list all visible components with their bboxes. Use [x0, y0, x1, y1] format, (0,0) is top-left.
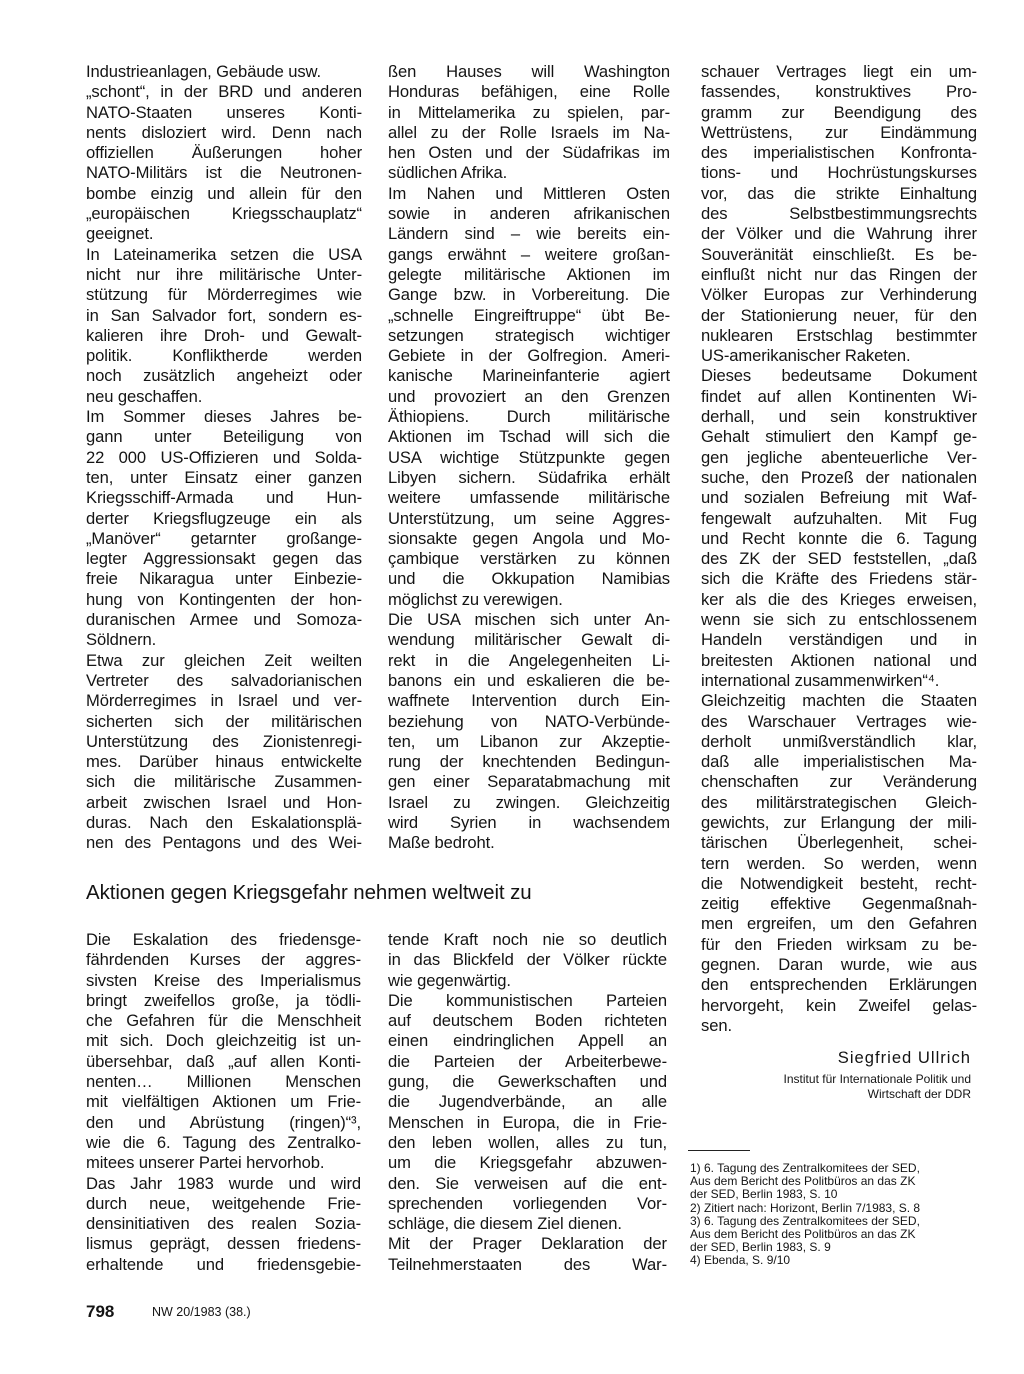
text-line: die Notwendigkeit besteht, recht- [701, 873, 977, 893]
text-line: gelegte militärische Aktionen im [388, 264, 670, 284]
text-line: des imperialistischen Konfronta- [701, 143, 977, 163]
issue-reference: NW 20/1983 (38.) [152, 1305, 251, 1319]
text-line: erhaltende und friedensgebie- [86, 1254, 361, 1274]
text-line: Unterstützung, um seine Aggres- [388, 508, 670, 528]
text-line: tern werden. So werden, wenn [701, 853, 977, 873]
text-line: sicherten sich der militärischen [86, 711, 362, 731]
text-column-3 [701, 62, 977, 1036]
text-line: mit vielfältigen Aktionen um Frie- [86, 1092, 361, 1112]
text-line: des Warschauer Vertrages wie- [701, 711, 977, 731]
author-affiliation [701, 1072, 971, 1102]
text-line: bringt zweifellos große, ja tödli- [86, 990, 361, 1010]
text-line: Kriegsschiff-Armada und Hun- [86, 488, 362, 508]
text-line: in Mittelamerika zu spielen, par- [388, 102, 670, 122]
text-line: der Stationierung neuer, für den [701, 305, 977, 325]
text-line: fengewalt aufzuhalten. Mit Fug [701, 508, 977, 528]
text-line: des ZK der SED feststellen, „daß [701, 549, 977, 569]
text-line: hen Osten und der Südafrikas im [388, 143, 670, 163]
text-line: rung der knechtenden Bedingun- [388, 752, 670, 772]
text-line: che Gefahren für die Menschheit [86, 1011, 361, 1031]
text-line: zeitig effektive Gegenmaßnah- [701, 894, 977, 914]
text-line: nicht nur ihre militärische Unter- [86, 264, 362, 284]
text-line: durch neue, weitgehende Frie- [86, 1193, 361, 1213]
text-line: Israel zu zwingen. Gleichzeitig [388, 792, 670, 812]
text-line: Gleichzeitig machten die Staaten [701, 691, 977, 711]
text-line: Souveränität einschließt. Es be- [701, 244, 977, 264]
text-line: legter Aggressionsakt gegen das [86, 549, 362, 569]
text-line: Teilnehmerstaaten des War- [388, 1254, 667, 1274]
text-line: in das Blickfeld der Völker rückte [388, 950, 667, 970]
text-column-4 [86, 930, 361, 1275]
text-line: findet auf allen Kontinenten Wi- [701, 386, 977, 406]
footnote-divider [688, 1150, 750, 1151]
text-line: international zusammenwirken“⁴. [701, 670, 940, 690]
footnote-line: der SED, Berlin 1983, S. 10 [690, 1187, 838, 1202]
text-line: In Lateinamerika setzen die USA [86, 244, 362, 264]
text-line: des Selbstbestimmungsrechts [701, 204, 977, 224]
text-line: politik. Konfliktherde werden [86, 346, 362, 366]
text-line: auf deutschem Boden richteten [388, 1011, 667, 1031]
text-line: einflußt nicht nur das Ringen der [701, 264, 977, 284]
text-line: Im Nahen und Mittleren Osten [388, 183, 670, 203]
text-line: Handeln verständigen und in [701, 630, 977, 650]
text-line: Gehalt stimuliert den Kampf ge- [701, 427, 977, 447]
text-column-5 [388, 930, 667, 1275]
text-line: wenn sie sich zu entschlossenem [701, 610, 977, 630]
text-line: in San Salvador fort, sondern es- [86, 305, 362, 325]
text-line: Im Sommer dieses Jahres be- [86, 407, 362, 427]
text-line: kalieren ihre Droh- und Gewalt- [86, 325, 362, 345]
text-line: hung von Kontingenten der hon- [86, 589, 362, 609]
text-line: derhall, und sein konstruktiver [701, 407, 977, 427]
text-line: wie die 6. Tagung des Zentralko- [86, 1132, 361, 1152]
text-line: freie Nikaragua unter Einbezie- [86, 569, 362, 589]
text-line: übersehbar, daß „auf allen Konti- [86, 1051, 361, 1071]
footnote-line: 4) Ebenda, S. 9/10 [690, 1253, 791, 1268]
affiliation-line: Institut für Internationale Politik und [783, 1072, 971, 1086]
text-line: geeignet. [86, 224, 154, 244]
author-name: Siegfried Ullrich [837, 1048, 971, 1067]
text-line: schauer Vertrages liegt ein um- [701, 62, 977, 81]
text-line: wendung militärischer Gewalt di- [388, 630, 670, 650]
text-line: gangs erwähnt – weitere großan- [388, 244, 670, 264]
text-line: Etwa zur gleichen Zeit weilten [86, 650, 362, 670]
text-line: Maße bedroht. [388, 833, 495, 853]
text-line: USA wichtige Stützpunkte gegen [388, 447, 670, 467]
text-line: waffnete Intervention durch Ein- [388, 691, 670, 711]
text-line: stützung für Mörderregimes wie [86, 285, 362, 305]
text-line: men ergreifen, um den Gefahren [701, 914, 977, 934]
text-line: den und Abrüstung (ringen)“³, [86, 1112, 361, 1132]
text-line: vor, das die strikte Einhaltung [701, 183, 977, 203]
text-line: derter Kriegsflugzeuge ein als [86, 508, 362, 528]
text-line: Die kommunistischen Parteien [388, 990, 667, 1010]
text-line: beziehung von NATO-Verbünde- [388, 711, 670, 731]
text-line: bombe einzig und allein für den [86, 183, 362, 203]
text-line: nen des Pentagons und des Wei- [86, 833, 362, 853]
text-line: lismus geprägt, dessen friedens- [86, 1234, 361, 1254]
text-line: Das Jahr 1983 wurde und wird [86, 1173, 361, 1193]
text-line: rekt in die Angelegenheiten Li- [388, 650, 670, 670]
text-line: ten, unter Einsatz einer ganzen [86, 467, 362, 487]
text-line: möglichst zu verewigen. [388, 589, 563, 609]
text-line: sich die militärische Zusammen- [86, 772, 362, 792]
text-line: hervorgeht, kein Zweifel gelas- [701, 995, 977, 1015]
text-line: Ländern sind – wie bereits ein- [388, 224, 670, 244]
footnote-line: 1) 6. Tagung des Zentralkomitees der SED, [690, 1161, 920, 1175]
text-line: chenschaften zur Veränderung [701, 772, 977, 792]
footnote-line: Aus dem Bericht des Politbüros an das ZK [690, 1227, 916, 1242]
text-line: densinitiativen des realen Sozia- [86, 1214, 361, 1234]
text-line: duras. Nach den Eskalationsplä- [86, 812, 362, 832]
section-heading: Aktionen gegen Kriegsgefahr nehmen weltweit zu [86, 881, 532, 904]
text-line: Honduras befähigen, eine Rolle [388, 82, 670, 102]
text-line: sprechenden vorliegenden Vor- [388, 1193, 667, 1213]
text-line: einen eindringlichen Appell an [388, 1031, 667, 1051]
text-line: für den Frieden wirksam zu be- [701, 934, 977, 954]
text-line: ßen Hauses will Washington [388, 62, 670, 81]
footnotes [690, 1162, 980, 1268]
text-line: Völker Europas zur Verhinderung [701, 285, 977, 305]
text-line: den leben wollen, alles zu tun, [388, 1132, 667, 1152]
text-line: ten, um Libanon zur Akzeptie- [388, 731, 670, 751]
text-line: mitees unserer Partei hervorhob. [86, 1153, 325, 1173]
text-line: der Völker und die Wahrung ihrer [701, 224, 977, 244]
text-line: setzungen strategisch wichtiger [388, 325, 670, 345]
text-line: ker als die des Krieges erweisen, [701, 589, 977, 609]
text-line: südlichen Afrika. [388, 163, 508, 183]
text-line: nenten… Millionen Menschen [86, 1072, 361, 1092]
text-line: tärischen Überlegenheit, schei- [701, 833, 977, 853]
text-line: tions- und Hochrüstungskurses [701, 163, 977, 183]
text-line: Vertreter des salvadorianischen [86, 670, 362, 690]
text-line: und die Okkupation Namibias [388, 569, 670, 589]
text-line: sich die Kräfte des Friedens stär- [701, 569, 977, 589]
text-line: Wettrüstens, zur Eindämmung [701, 122, 977, 142]
text-column-1 [86, 62, 362, 854]
text-line: und provoziert an den Grenzen [388, 386, 670, 406]
text-line: die Jugendverbände, an alle [388, 1092, 667, 1112]
text-line: „europäischen Kriegsschauplatz“ [86, 204, 362, 224]
text-line: arbeit zwischen Israel und Hon- [86, 792, 362, 812]
text-line: Mit der Prager Deklaration der [388, 1234, 667, 1254]
text-line: daß alle imperialistischen Ma- [701, 752, 977, 772]
text-line: Aktionen im Tschad will sich die [388, 427, 670, 447]
text-line: sen. [701, 1015, 732, 1035]
text-line: schläge, die diesem Ziel dienen. [388, 1214, 622, 1234]
text-line: Unterstützung des Zionistenregi- [86, 731, 362, 751]
text-line: fassendes, konstruktives Pro- [701, 82, 977, 102]
text-line: sowie in anderen afrikanischen [388, 204, 670, 224]
text-line: Gange bzw. in Vorbereitung. Die [388, 285, 670, 305]
text-line: 22 000 US-Offizieren und Solda- [86, 447, 362, 467]
text-line: kanische Marineinfanterie agiert [388, 366, 670, 386]
text-line: des militärstrategischen Gleich- [701, 792, 977, 812]
text-line: Menschen in Europa, die in Frie- [388, 1112, 667, 1132]
text-line: wird Syrien in wachsendem [388, 812, 670, 832]
text-line: NATO-Militärs ist die Neutronen- [86, 163, 362, 183]
text-line: Industrieanlagen, Gebäude usw. [86, 62, 322, 81]
text-line: çambique verstärken zu können [388, 549, 670, 569]
text-line: banons ein und eskalieren die be- [388, 670, 670, 690]
affiliation-line: Wirtschaft der DDR [867, 1087, 971, 1101]
footnote-line: 2) Zitiert nach: Horizont, Berlin 7/1983, S. 8 [690, 1200, 921, 1215]
text-line: „Manöver“ getarnter großange- [86, 528, 362, 548]
text-line: sivsten Kreise des Imperialismus [86, 970, 361, 990]
text-line: um die Kriegsgefahr abzuwen- [388, 1153, 667, 1173]
text-line: gung, die Gewerkschaften und [388, 1072, 667, 1092]
text-line: mes. Darüber hinaus entwickelte [86, 752, 362, 772]
text-line: weitere umfassende militärische [388, 488, 670, 508]
text-line: sionsakte gegen Angola und Mo- [388, 528, 670, 548]
text-line: nents disloziert wird. Denn nach [86, 122, 362, 142]
text-line: gen jegliche abenteuerliche Ver- [701, 447, 977, 467]
text-line: tende Kraft noch nie so deutlich [388, 930, 667, 949]
text-line: noch zusätzlich angeheizt oder [86, 366, 362, 386]
text-line: neu geschaffen. [86, 386, 203, 406]
text-line: Dieses bedeutsame Dokument [701, 366, 977, 386]
text-line: allel zu der Rolle Israels im Na- [388, 122, 670, 142]
text-line: Gebiete in der Golfregion. Ameri- [388, 346, 670, 366]
footnote-line: 3) 6. Tagung des Zentralkomitees der SED, [690, 1213, 920, 1228]
text-column-2 [388, 62, 670, 854]
text-line: gramm zur Beendigung des [701, 102, 977, 122]
text-line: die Parteien der Arbeiterbewe- [388, 1051, 667, 1071]
text-line: derholt unmißverständlich klar, [701, 731, 977, 751]
text-line: Mörderregimes in Israel und ver- [86, 691, 362, 711]
text-line: „schont“, in der BRD und anderen [86, 82, 362, 102]
text-line: NATO-Staaten unseres Konti- [86, 102, 362, 122]
text-line: fährdenden Kurses der aggres- [86, 950, 361, 970]
text-line: gewichts, zur Erlangung der mili- [701, 812, 977, 832]
text-line: Libyen sichern. Südafrika erhält [388, 467, 670, 487]
footnote-line: der SED, Berlin 1983, S. 9 [690, 1240, 831, 1255]
text-line: suche, den Prozeß der nationalen [701, 467, 977, 487]
text-line: nuklearen Erstschlag bestimmter [701, 325, 977, 345]
text-line: US-amerikanischer Raketen. [701, 346, 911, 366]
text-line: gann unter Beteiligung von [86, 427, 362, 447]
footnote-line: Aus dem Bericht des Politbüros an das ZK [690, 1174, 916, 1189]
text-line: mit sich. Doch gleichzeitig ist un- [86, 1031, 361, 1051]
text-line: Söldnern. [86, 630, 157, 650]
text-line: Die USA mischen sich unter An- [388, 610, 670, 630]
text-line: offiziellen Äußerungen hoher [86, 143, 362, 163]
text-line: „schnelle Eingreiftruppe“ übt Be- [388, 305, 670, 325]
text-line: und sozialen Befreiung mit Waf- [701, 488, 977, 508]
text-line: den entsprechenden Erklärungen [701, 975, 977, 995]
text-line: gegnen. Daran wurde, wie aus [701, 955, 977, 975]
text-line: duranischen Armee und Somoza- [86, 610, 362, 630]
page-number: 798 [86, 1302, 115, 1321]
text-line: wie gegenwärtig. [388, 970, 511, 990]
text-line: gen einer Separatabmachung mit [388, 772, 670, 792]
text-line: Äthiopiens. Durch militärische [388, 407, 670, 427]
text-line: breitesten Aktionen national und [701, 650, 977, 670]
text-line: und Recht konnte die 6. Tagung [701, 528, 977, 548]
text-line: Die Eskalation des friedensge- [86, 930, 361, 949]
text-line: den. Sie verweisen auf die ent- [388, 1173, 667, 1193]
